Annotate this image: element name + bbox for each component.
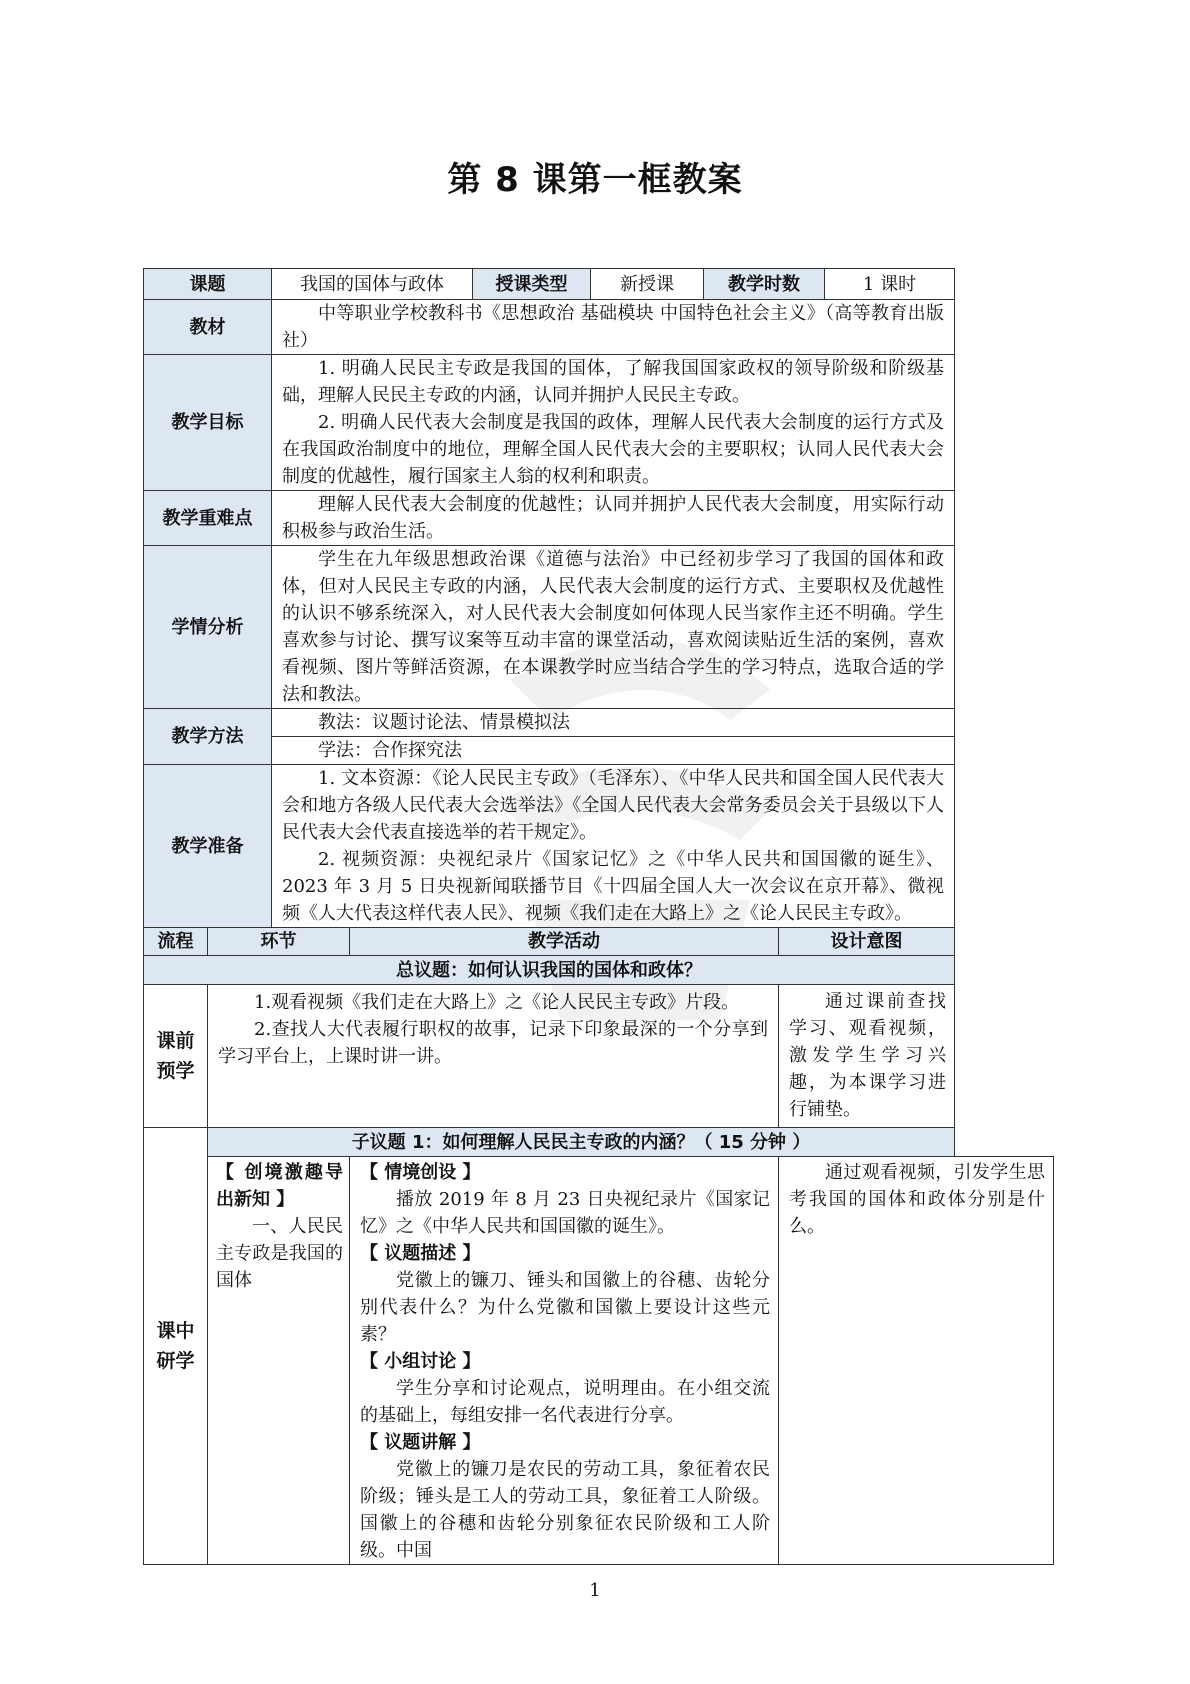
pre-item-2: 2.查找人大代表履行职权的故事，记录下印象最深的一个分享到学习平台上，上课时讲一讲。 [218,1019,769,1067]
mid-design: 通过观看视频，引发学生思考我国的国体和政体分别是什么。 [789,1162,1045,1237]
analysis-text: 学生在九年级思想政治课《道德与法治》中已经初步学习了我国的国体和政体，但对人民民主专政的内涵，人民代表大会制度的运行方式、主要职权及优越性的认识不够系统深入，对人民代表大会制度如何体现人民当家作主还不明确。学生喜欢参与讨论、撰写议案等互动丰富的课堂活动，喜欢阅读贴近生活的案例，喜欢看视频、图片等鲜活资源，在本课教学时应当结合学生的学习特点，选取合适的学法和教法。 [282,549,945,705]
pre-item-1: 1.观看视频《我们走在大路上》之《论人民民主专政》片段。 [254,992,740,1013]
pre-study-row [144,985,1054,1128]
method-row-2 [144,737,1054,765]
hours-value: 1 课时 [825,269,955,300]
stage-tag: 【 创境激趣导出新知 】 [216,1162,343,1210]
col-stage: 环节 [208,928,350,956]
page-number: 1 [589,1580,601,1601]
keypoints-label: 教学重难点 [144,491,272,546]
type-value: 新授课 [591,269,704,300]
activity-text-2: 党徽上的镰刀、锤头和国徽上的谷穗、齿轮分别代表什么？为什么党徽和国徽上要设计这些元素？ [360,1270,771,1345]
activity-text-1: 播放 2019 年 8 月 23 日央视纪录片《国家记忆》之《中华人民共和国国徽的诞生》。 [360,1189,771,1237]
topic-label: 课题 [144,269,272,300]
main-topic: 总议题：如何认识我国的国体和政体？ [144,956,955,985]
learn-method: 学法：合作探究法 [318,740,462,761]
stage-text: 一、人民民主专政是我国的国体 [216,1216,343,1291]
objectives-row [144,355,1054,491]
teach-method: 教法：议题讨论法、情景模拟法 [318,712,570,733]
pre-study-label: 课前 预学 [144,985,208,1128]
objectives-label: 教学目标 [144,355,272,491]
method-row-1 [144,709,1054,737]
sub-topic-row [144,1128,1054,1157]
pre-design: 通过课前查找学习、观看视频，激发学生学习兴趣，为本课学习进行铺垫。 [789,991,947,1120]
method-label: 教学方法 [144,709,272,765]
page-title: 第 8 课第一框教案 [447,160,743,200]
col-design: 设计意图 [779,928,955,956]
activity-tag-2: 【 议题描述 】 [360,1243,481,1264]
objective-2: 2. 明确人民代表大会制度是我国的政体，理解人民代表大会制度的运行方式及在我国政治制度中的地位，理解全国人民代表大会的主要职权；认同人民代表大会制度的优越性，履行国家主人翁的权利和职责。 [282,412,945,487]
activity-tag-3: 【 小组讨论 】 [360,1351,481,1372]
col-activity: 教学活动 [350,928,779,956]
activity-text-3: 学生分享和讨论观点，说明理由。在小组交流的基础上，每组安排一名代表进行分享。 [360,1378,771,1426]
activity-text-4: 党徽上的镰刀是农民的劳动工具，象征着农民阶级；锤头是工人的劳动工具，象征着工人阶级。国徽上的谷穗和齿轮分别象征农民阶级和工人阶级。中国 [360,1459,771,1561]
type-label: 授课类型 [473,269,591,300]
main-topic-row [144,956,1054,985]
in-class-row [144,1157,1054,1565]
activity-tag-1: 【 情境创设 】 [360,1162,481,1183]
objective-1: 1. 明确人民民主专政是我国的国体，了解我国国家政权的领导阶级和阶级基础，理解人民民主专政的内涵，认同并拥护人民民主专政。 [282,358,945,406]
topic-value: 我国的国体与政体 [272,269,473,300]
flow-header-row [144,928,1054,956]
activity-tag-4: 【 议题讲解 】 [360,1432,481,1453]
keypoints-row [144,491,1054,546]
analysis-label: 学情分析 [144,546,272,709]
prep-label: 教学准备 [144,765,272,928]
textbook-text: 中等职业学校教科书《思想政治 基础模块 中国特色社会主义》（高等教育出版社） [282,303,945,351]
sub-topic: 子议题 1：如何理解人民民主专政的内涵？（ 15 分钟 ） [208,1128,955,1157]
prep-1: 1. 文本资源：《论人民民主专政》（毛泽东）、《中华人民共和国全国人民代表大会和地方各级人民代表大会选举法》《全国人民代表大会常务委员会关于县级以下人民代表大会代表直接选举的若干规定》。 [282,768,945,843]
prep-row [144,765,1054,928]
keypoints-text: 理解人民代表大会制度的优越性；认同并拥护人民代表大会制度，用实际行动积极参与政治生活。 [282,494,945,542]
hours-label: 教学时数 [704,269,825,300]
textbook-label: 教材 [144,300,272,355]
header-row [144,269,1054,300]
in-class-label: 课中 研学 [144,1128,208,1565]
prep-2: 2. 视频资源：央视纪录片《国家记忆》之《中华人民共和国国徽的诞生》、2023 年 3 月 5 日央视新闻联播节目《十四届全国人大一次会议在京开幕》、微视频《人大代表这样代表人民》、视频《我们走在大路上》之《论人民民主专政》。 [282,849,945,924]
col-process: 流程 [144,928,208,956]
lesson-plan-table [143,268,1054,1565]
textbook-row [144,300,1054,355]
analysis-row [144,546,1054,709]
